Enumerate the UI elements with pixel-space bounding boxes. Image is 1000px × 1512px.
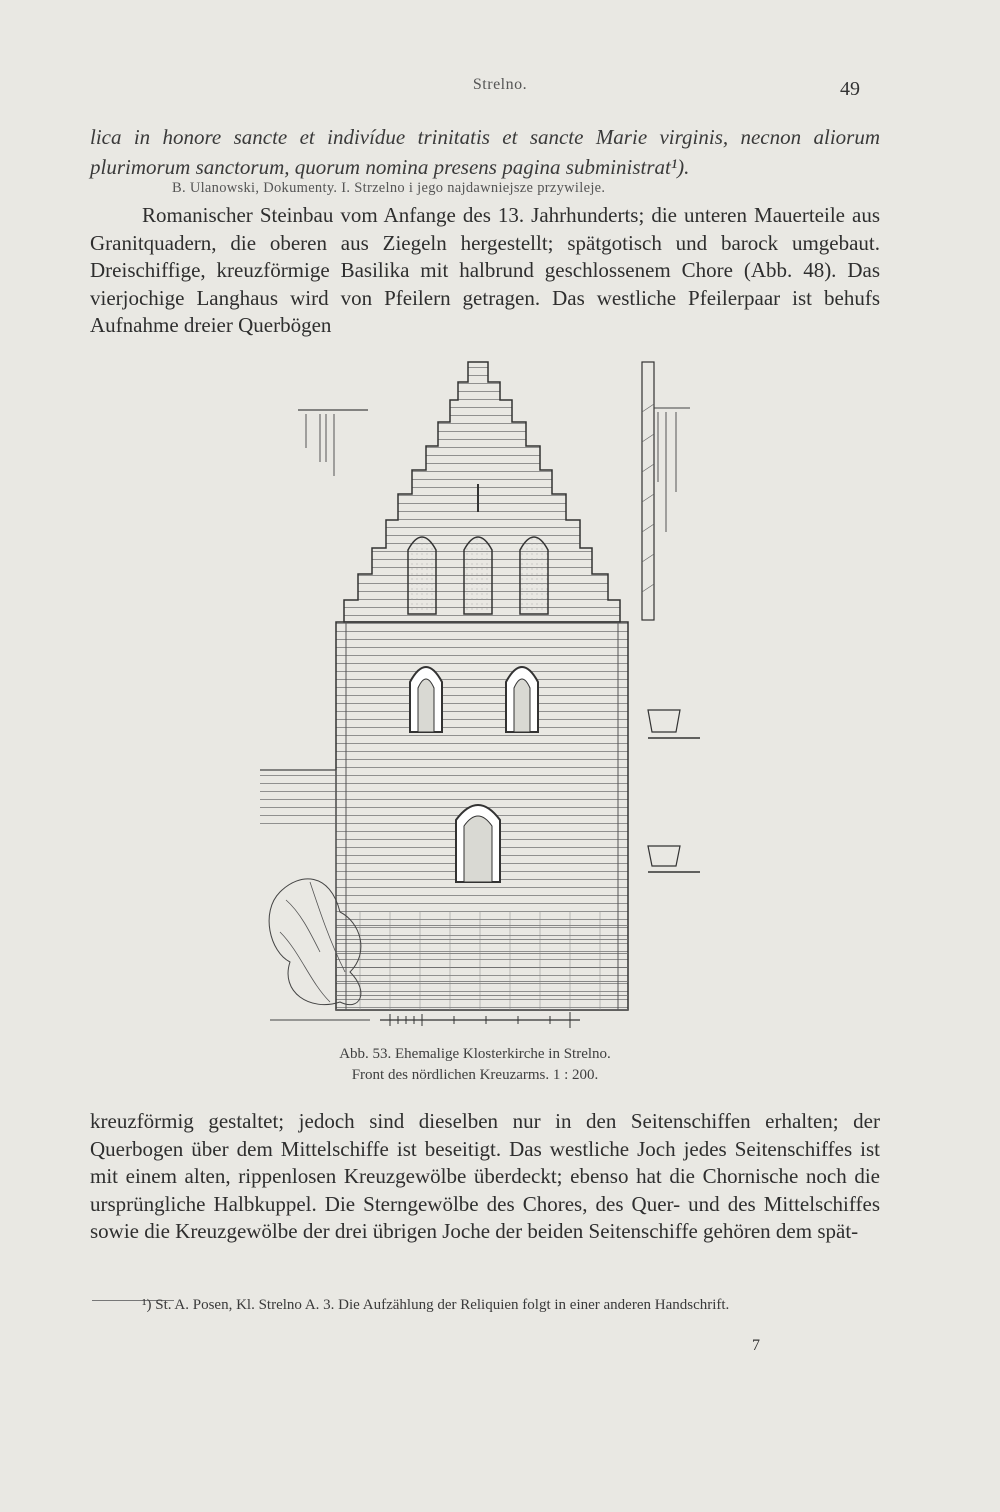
caption-line-1: Abb. 53. Ehemalige Klosterkirche in Strelno. [339, 1046, 611, 1062]
sheet-signature: 7 [752, 1337, 760, 1354]
elevation-drawing [250, 352, 720, 1042]
scale-bar [380, 1012, 580, 1028]
caption-line-2: Front des nördlichen Kreuzarms. 1 : 200. [351, 1067, 599, 1083]
running-header: Strelno. [472, 76, 528, 93]
footnote: ¹) St. A. Posen, Kl. Strelno A. 3. Die Aufzählung der Reliquien folgt in einer anderen Handschrift. [142, 1297, 730, 1313]
figure-church-gable-drawing [250, 352, 720, 1042]
page-number: 49 [840, 78, 860, 100]
source-citation: B. Ulanowski, Dokumenty. I. Strzelno i jego najdawniejsze przywileje. [172, 180, 606, 196]
figure-caption [250, 1044, 700, 1086]
body-paragraph-1: Romanischer Steinbau vom Anfange des 13. Jahrhunderts; die unteren Mauerteile aus Granitquadern, die oberen aus Ziegeln hergestellt; spätgotisch und barock umgebaut. Dreischiffige, kreuzförmige Basilika mit halbrund geschlossenem Chore (Abb. 48). Das vierjochige Langhaus wird von Pfeilern getragen. Das westliche Pfeilerpaar ist behufs Aufnahme dreier Querbögen [90, 203, 880, 337]
latin-quotation: lica in honore sancte et indivídue trinitatis et sancte Marie virginis, necnon aliorum plurimorum sanctorum, quorum nomina presens pagina subministrat¹). [90, 125, 880, 179]
body-paragraph-2: kreuzförmig gestaltet; jedoch sind dieselben nur in den Seitenschiffen erhalten; der Querbogen über dem Mittelschiffe ist beseitigt. Das westliche Joch jedes Seitenschiffes ist mit einem alten, rippenlosen Kreuzgewölbe überdeckt; ebenso hat die Chornische noch die ursprüngliche Halbkuppel. Die Sterngewölbe des Chores, des Quer- und des Mittelschiffes sowie die Kreuzgewölbe der drei übrigen Joche der beiden Seitenschiffe gehören dem spät- [90, 1109, 880, 1243]
profile-section [642, 362, 700, 872]
portal [456, 805, 500, 882]
